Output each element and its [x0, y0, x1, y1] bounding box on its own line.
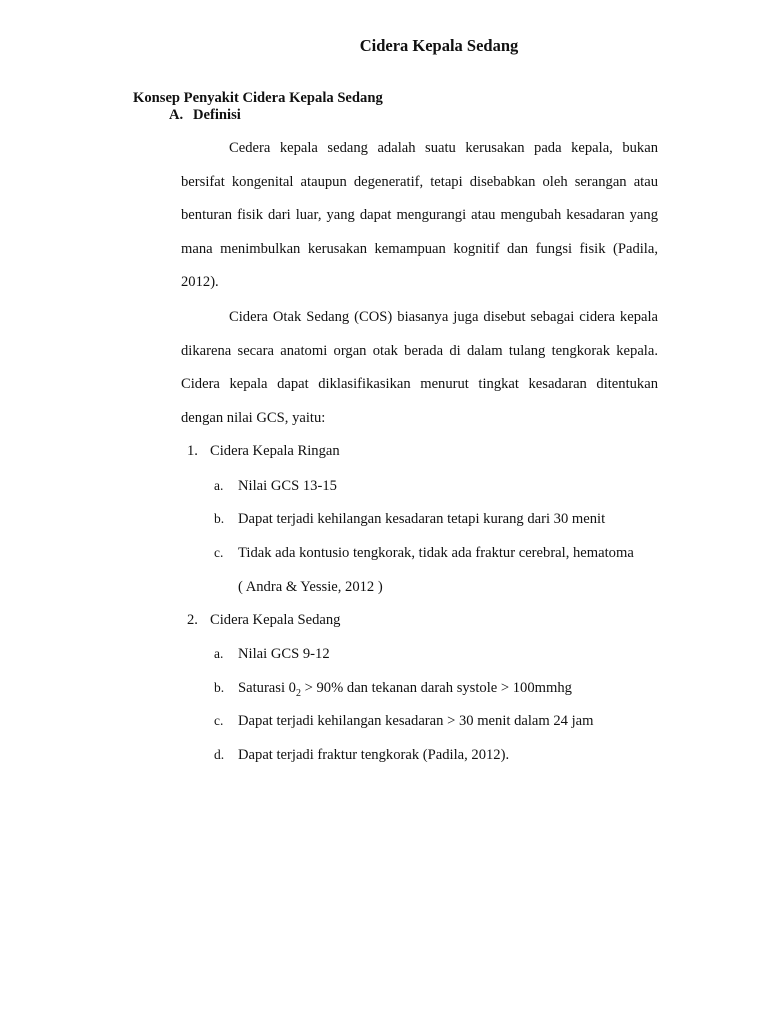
- paragraph-definition: Cedera kepala sedang adalah suatu kerusakan pada kepala, bukan bersifat kongenital ataupun degeneratif, tetapi disebabkan oleh serangan atau benturan fisik dari luar, yang dapat mengurangi atau mengubah kesadaran yang mana menimbulkan kerusakan kemampuan kognitif dan fungsi fisik (Padila, 2012).: [181, 140, 658, 291]
- list-label: Cidera Kepala Ringan: [210, 443, 340, 459]
- sub-item-marker: b.: [214, 511, 225, 526]
- sub-item-1c-citation: ( Andra & Yessie, 2012 ): [238, 579, 383, 595]
- subsection-heading: [169, 107, 241, 124]
- sub-item-1a: [214, 476, 337, 496]
- sub-item-text: Dapat terjadi fraktur tengkorak (Padila, 2012).: [238, 747, 510, 763]
- subscript: 2: [295, 687, 301, 699]
- sub-item-text-end: > 90% dan tekanan darah systole > 100mmhg: [300, 680, 572, 696]
- paragraph-classification: Cidera Otak Sedang (COS) biasanya juga disebut sebagai cidera kepala dikarena secara anatomi organ otak berada di dalam tulang tengkorak kepala. Cidera kepala dapat diklasifikasikan menurut tingkat kesadaran ditentukan dengan nilai GCS, yaitu:: [181, 309, 658, 426]
- sub-item-text: Dapat terjadi kehilangan kesadaran > 30 menit dalam 24 jam: [238, 713, 594, 729]
- list-number: 2.: [187, 612, 198, 628]
- subsection-label: Definisi: [193, 107, 241, 123]
- list-label: Cidera Kepala Sedang: [210, 612, 341, 628]
- sub-item-text-start: Saturasi 0: [238, 680, 296, 696]
- page-title: Cidera Kepala Sedang: [359, 36, 519, 55]
- subsection-marker: A.: [169, 107, 184, 123]
- sub-item-marker: c.: [214, 545, 224, 560]
- sub-item-text: Dapat terjadi kehilangan kesadaran tetapi kurang dari 30 menit: [238, 511, 606, 527]
- sub-item-text: Nilai GCS 9-12: [238, 646, 330, 662]
- sub-item-marker: a.: [214, 478, 224, 493]
- sub-item-marker: c.: [214, 713, 224, 728]
- list-number: 1.: [187, 443, 198, 459]
- sub-item-2d: [214, 745, 509, 765]
- list-item-2: [187, 610, 340, 630]
- sub-item-2c: [214, 711, 594, 731]
- sub-item-2a: [214, 644, 330, 664]
- sub-item-2b: [214, 678, 572, 704]
- sub-item-text: Tidak ada kontusio tengkorak, tidak ada fraktur cerebral, hematoma: [238, 545, 634, 561]
- sub-item-1c: [214, 543, 634, 563]
- section-heading: Konsep Penyakit Cidera Kepala Sedang: [133, 90, 383, 106]
- sub-item-marker: b.: [214, 680, 225, 695]
- sub-item-text: Nilai GCS 13-15: [238, 478, 337, 494]
- sub-item-marker: d.: [214, 747, 225, 762]
- list-item-1: [187, 441, 340, 461]
- sub-item-marker: a.: [214, 646, 224, 661]
- sub-item-1b: [214, 509, 605, 529]
